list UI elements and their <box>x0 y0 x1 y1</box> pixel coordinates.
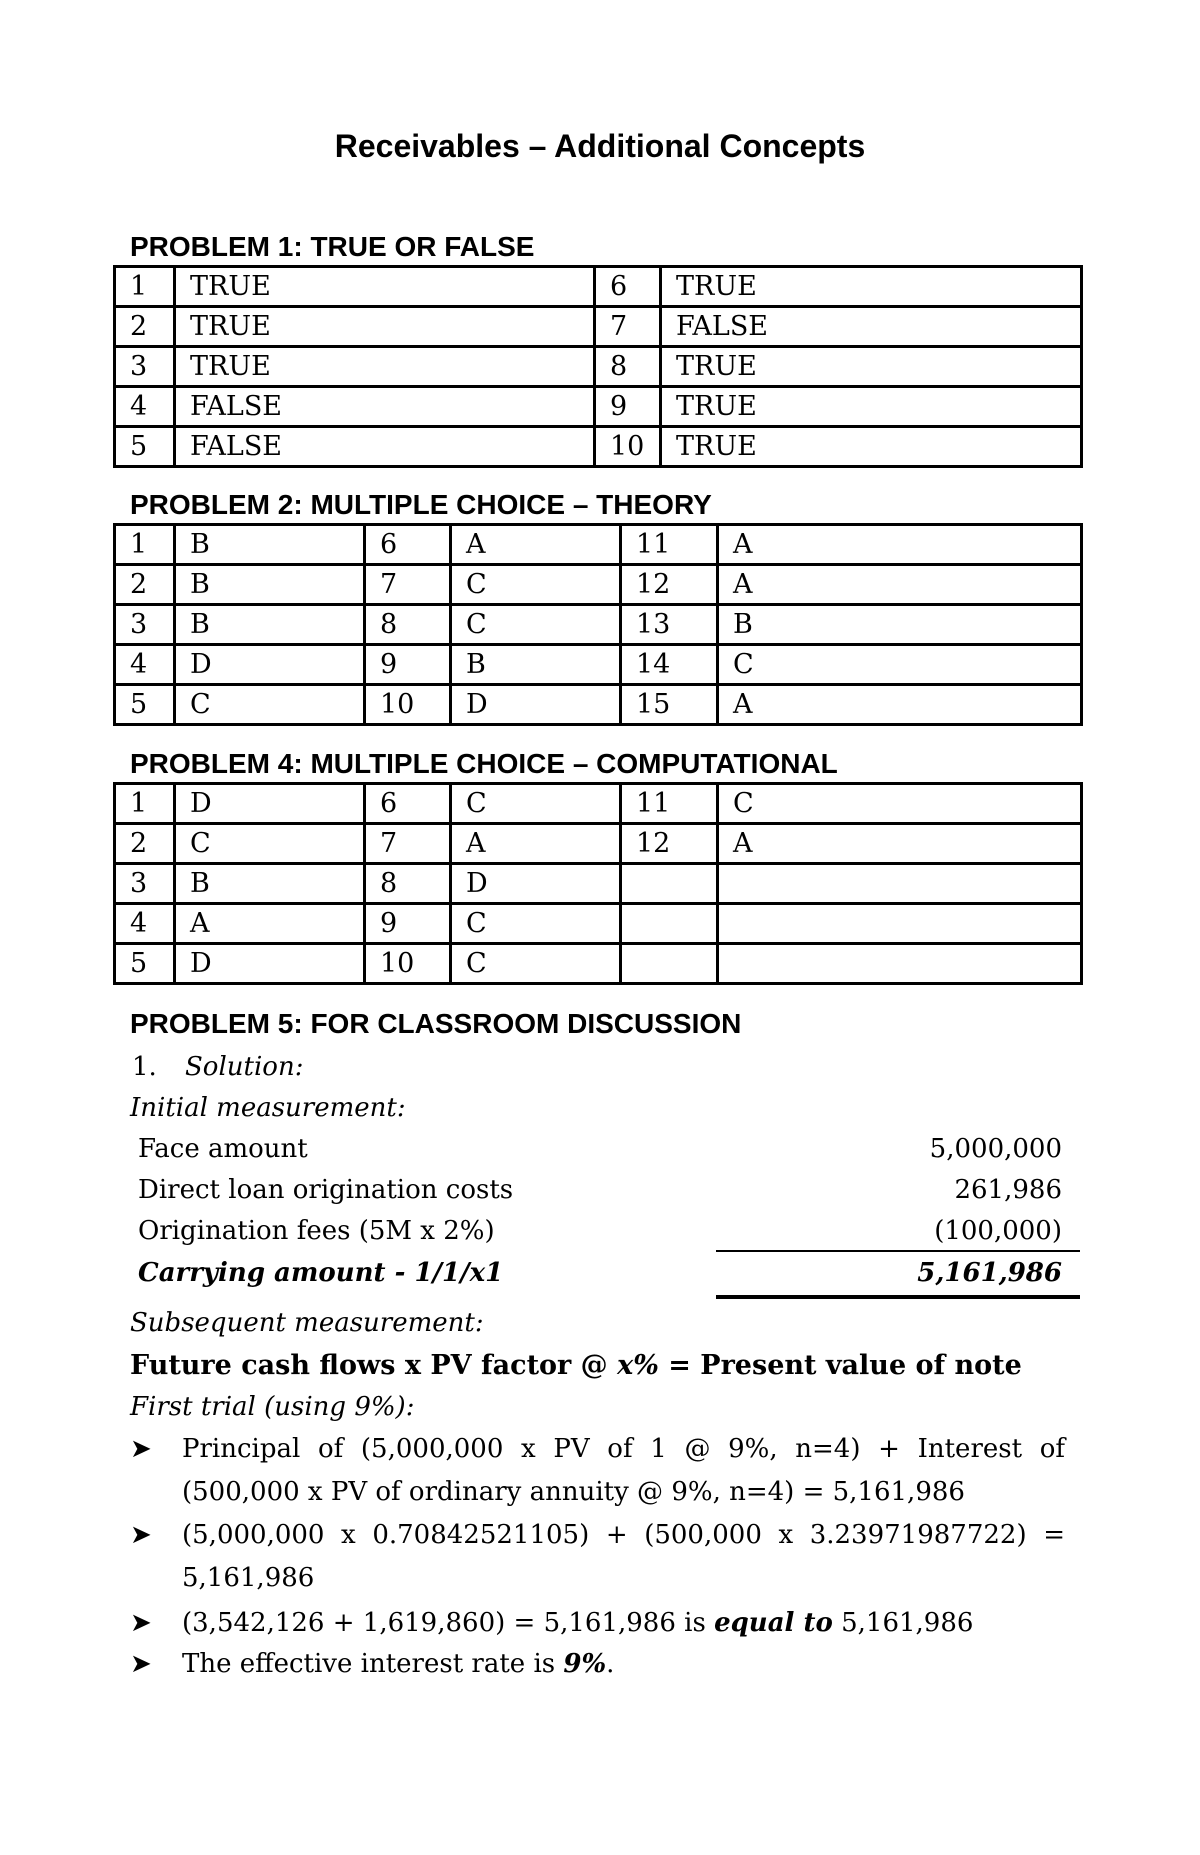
table-cell: TRUE <box>661 427 1082 467</box>
measurement-value: 261,986 <box>954 1175 1062 1205</box>
measurement-row <box>130 1211 1080 1252</box>
bullet-text-pre: The effective interest rate is <box>182 1649 564 1679</box>
arrow-bullet-icon: ➤ <box>130 1649 152 1679</box>
table-row <box>115 427 1082 467</box>
table-cell: 5 <box>115 685 175 725</box>
table-cell: 9 <box>595 387 661 427</box>
bullet-line: Principal of (5,000,000 x PV of 1 @ 9%, n=4) + Interest of <box>182 1434 1065 1464</box>
carrying-amount-label: Carrying amount - 1/1/x1 <box>138 1258 504 1288</box>
table-row <box>115 347 1082 387</box>
formula-variable: x% <box>617 1350 659 1381</box>
table-cell: 2 <box>115 307 175 347</box>
measurement-row <box>130 1129 1080 1170</box>
table-cell: C <box>451 904 621 944</box>
page-title: Receivables – Additional Concepts <box>334 128 866 164</box>
table-cell: 10 <box>595 427 661 467</box>
table-cell: 3 <box>115 605 175 645</box>
table-cell: D <box>175 645 365 685</box>
table-cell: 6 <box>365 784 451 824</box>
table-row <box>115 267 1082 307</box>
table-cell: D <box>175 944 365 984</box>
table-cell: 11 <box>621 784 718 824</box>
table-cell: 4 <box>115 904 175 944</box>
table-cell: TRUE <box>661 267 1082 307</box>
measurement-value: 5,000,000 <box>929 1134 1062 1164</box>
table-cell: 8 <box>595 347 661 387</box>
table-cell: C <box>175 824 365 864</box>
measurement-row <box>130 1170 1080 1211</box>
table-cell: 5 <box>115 427 175 467</box>
table-cell: 7 <box>365 824 451 864</box>
table-cell: 9 <box>365 645 451 685</box>
measurement-label: Direct loan origination costs <box>138 1175 514 1205</box>
table-row <box>115 565 1082 605</box>
subtotal-rule <box>716 1250 1080 1252</box>
table-cell: FALSE <box>175 387 595 427</box>
initial-measurement-label: Initial measurement: <box>130 1093 406 1123</box>
table-cell: 2 <box>115 565 175 605</box>
table-cell: 2 <box>115 824 175 864</box>
table-cell: 4 <box>115 387 175 427</box>
bullet-text-emphasis: equal to <box>714 1608 833 1638</box>
table-cell: 6 <box>595 267 661 307</box>
table-cell: 4 <box>115 645 175 685</box>
table-row <box>115 605 1082 645</box>
measurement-value: (100,000) <box>934 1216 1062 1246</box>
arrow-bullet-icon: ➤ <box>130 1608 152 1638</box>
bullet-text-pre: (3,542,126 + 1,619,860) = 5,161,986 is <box>182 1608 715 1638</box>
table-cell: A <box>451 525 621 565</box>
table-cell: B <box>175 864 365 904</box>
solution-label: Solution: <box>185 1052 304 1082</box>
problem5-heading: PROBLEM 5: FOR CLASSROOM DISCUSSION <box>130 1008 742 1039</box>
first-trial-label: First trial (using 9%): <box>130 1392 415 1422</box>
total-double-rule <box>716 1295 1080 1299</box>
problem1-heading: PROBLEM 1: TRUE OR FALSE <box>130 231 535 262</box>
table-row <box>115 824 1082 864</box>
item-number: 1. <box>132 1052 157 1082</box>
table-cell: FALSE <box>175 427 595 467</box>
carrying-amount-value: 5,161,986 <box>917 1258 1062 1288</box>
table-cell: C <box>451 784 621 824</box>
table-cell: 1 <box>115 784 175 824</box>
table-cell: 11 <box>621 525 718 565</box>
table-cell: B <box>718 605 1082 645</box>
arrow-bullet-icon: ➤ <box>130 1434 152 1464</box>
table-cell <box>718 864 1082 904</box>
table-row <box>115 864 1082 904</box>
table-cell: C <box>175 685 365 725</box>
table-cell: A <box>718 685 1082 725</box>
bullet-text-emphasis: 9% <box>563 1649 607 1679</box>
table-row <box>115 307 1082 347</box>
formula-left: Future cash flows x PV factor @ <box>130 1350 618 1381</box>
table-cell: D <box>175 784 365 824</box>
table-cell: D <box>451 864 621 904</box>
table-cell: 3 <box>115 347 175 387</box>
pv-formula <box>130 1346 1022 1386</box>
table-cell: 7 <box>365 565 451 605</box>
measurement-label: Face amount <box>138 1134 308 1164</box>
table-cell <box>621 944 718 984</box>
bullet-line: (500,000 x PV of ordinary annuity @ 9%, n=4) = 5,161,986 <box>182 1477 965 1507</box>
table-row <box>115 645 1082 685</box>
table-cell: 10 <box>365 944 451 984</box>
table-cell: 9 <box>365 904 451 944</box>
bullet-line: (5,000,000 x 0.70842521105) + (500,000 x 3.23971987722) = <box>182 1520 1065 1550</box>
measurement-label: Origination fees (5M x 2%) <box>138 1216 495 1246</box>
subsequent-measurement-label: Subsequent measurement: <box>130 1308 484 1338</box>
table-cell: B <box>175 525 365 565</box>
table-cell: TRUE <box>661 347 1082 387</box>
bullet-line: 5,161,986 <box>182 1563 315 1593</box>
table-cell: 10 <box>365 685 451 725</box>
formula-right: = Present value of note <box>658 1350 1022 1381</box>
table-cell: TRUE <box>175 307 595 347</box>
table-row <box>115 784 1082 824</box>
bullet-item <box>130 1602 1065 1645</box>
table-cell: A <box>175 904 365 944</box>
table-row <box>115 685 1082 725</box>
table-cell <box>718 904 1082 944</box>
table-cell: 14 <box>621 645 718 685</box>
table-cell: C <box>451 944 621 984</box>
carrying-amount-row <box>130 1253 1080 1294</box>
table-row <box>115 525 1082 565</box>
table-cell: 1 <box>115 267 175 307</box>
table-cell: 12 <box>621 565 718 605</box>
table-cell: FALSE <box>661 307 1082 347</box>
table-cell: B <box>451 645 621 685</box>
table-cell: 6 <box>365 525 451 565</box>
table-cell: C <box>718 645 1082 685</box>
bullet-item <box>130 1428 1065 1514</box>
table-cell: C <box>451 565 621 605</box>
table-cell: TRUE <box>175 267 595 307</box>
table-cell: C <box>451 605 621 645</box>
table-cell <box>621 864 718 904</box>
table-cell: 12 <box>621 824 718 864</box>
table-row <box>115 387 1082 427</box>
table-cell: B <box>175 565 365 605</box>
table-cell: 5 <box>115 944 175 984</box>
table-cell: B <box>175 605 365 645</box>
bullet-text-post: 5,161,986 <box>832 1608 974 1638</box>
table-cell: 8 <box>365 605 451 645</box>
problem4-heading: PROBLEM 4: MULTIPLE CHOICE – COMPUTATIONAL <box>130 748 838 779</box>
table-cell: A <box>718 565 1082 605</box>
problem2-table <box>113 523 1083 726</box>
bullet-line <box>182 1643 1065 1686</box>
table-cell: A <box>451 824 621 864</box>
table-cell: TRUE <box>661 387 1082 427</box>
problem2-heading: PROBLEM 2: MULTIPLE CHOICE – THEORY <box>130 489 712 520</box>
table-cell: 3 <box>115 864 175 904</box>
table-cell: 13 <box>621 605 718 645</box>
table-cell: 8 <box>365 864 451 904</box>
table-cell: TRUE <box>175 347 595 387</box>
table-cell: A <box>718 525 1082 565</box>
table-cell: C <box>718 784 1082 824</box>
table-cell: 7 <box>595 307 661 347</box>
bullet-line <box>182 1602 1065 1645</box>
bullet-item <box>130 1514 1065 1600</box>
table-row <box>115 944 1082 984</box>
bullet-text-post: . <box>606 1649 615 1679</box>
table-cell <box>718 944 1082 984</box>
bullet-item <box>130 1643 1065 1686</box>
table-cell: 1 <box>115 525 175 565</box>
table-cell <box>621 904 718 944</box>
table-cell: 15 <box>621 685 718 725</box>
table-row <box>115 904 1082 944</box>
arrow-bullet-icon: ➤ <box>130 1520 152 1550</box>
table-cell: A <box>718 824 1082 864</box>
problem4-table <box>113 782 1083 985</box>
problem1-table <box>113 265 1083 468</box>
table-cell: D <box>451 685 621 725</box>
